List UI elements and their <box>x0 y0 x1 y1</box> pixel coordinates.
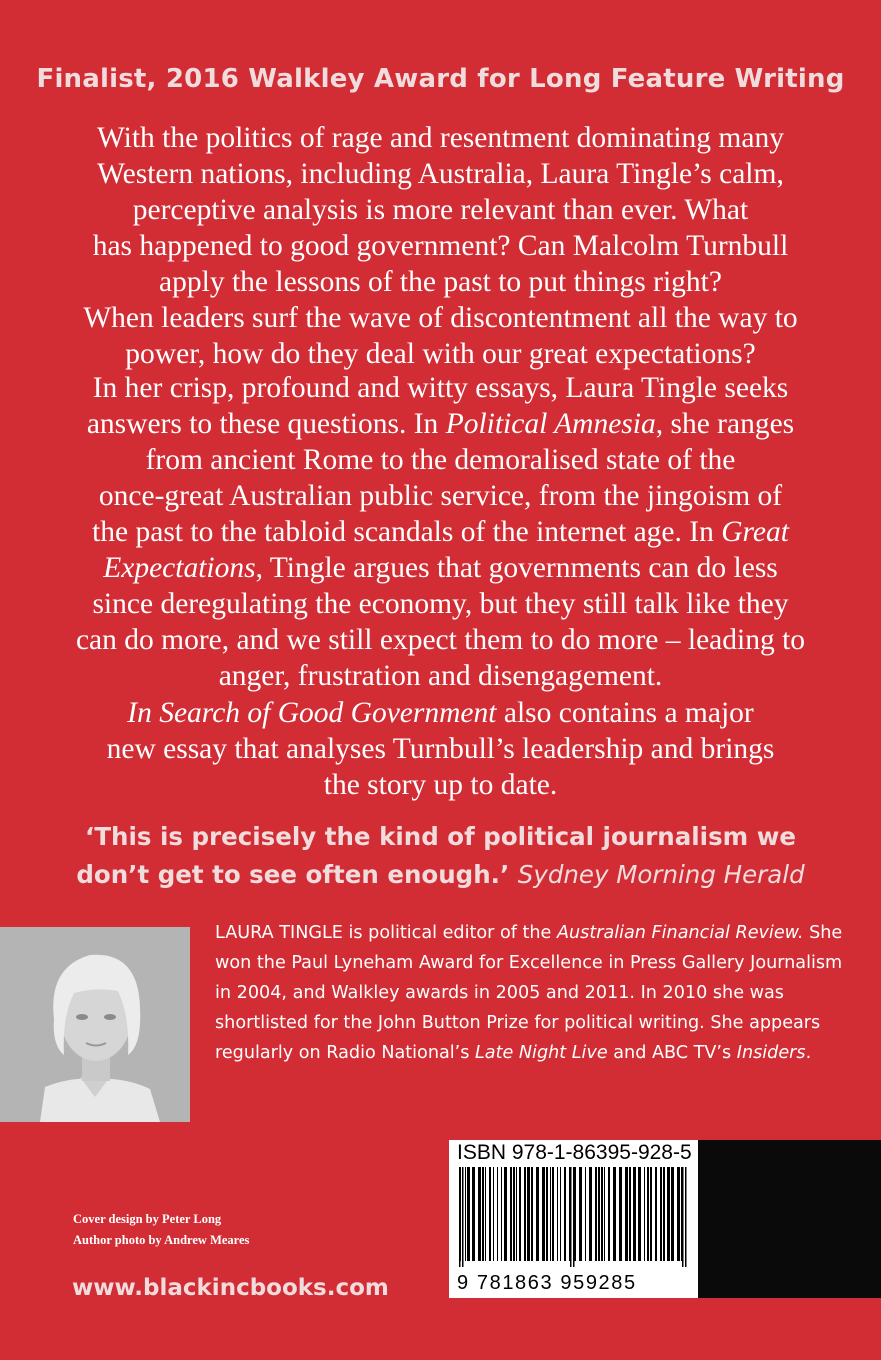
blurb-line <box>60 695 821 731</box>
blurb-paragraph-3 <box>60 695 821 803</box>
blurb-line: once-great Australian public service, from the jingoism of <box>98 480 783 512</box>
cover-credit: Cover design by Peter Long <box>73 1212 222 1226</box>
barcode-bar <box>619 1167 622 1261</box>
barcode-bar <box>585 1167 586 1261</box>
barcode-bar <box>613 1167 616 1261</box>
blurb-text: also contains a major <box>496 697 754 729</box>
credits <box>73 1209 249 1251</box>
quote-source: Sydney Morning Herald <box>517 860 805 889</box>
barcode-bar <box>667 1167 670 1261</box>
barcode-bar <box>589 1167 592 1261</box>
blurb-line: can do more, and we still expect them to do more – leading to <box>75 624 806 656</box>
barcode-bar <box>501 1167 502 1261</box>
barcode-bar <box>638 1167 641 1261</box>
barcode-bar <box>467 1167 470 1261</box>
bio-span: . <box>805 1043 812 1063</box>
barcode-bars <box>453 1167 691 1267</box>
barcode-bar <box>482 1167 484 1261</box>
barcode-bar <box>489 1167 491 1261</box>
quote-line: ‘This is precisely the kind of political journalism we <box>85 822 796 851</box>
barcode-bar <box>513 1167 515 1261</box>
barcode-bar <box>671 1167 674 1261</box>
blurb-line: anger, frustration and disengagement. <box>218 660 663 692</box>
barcode-bar <box>504 1167 507 1261</box>
barcode-bar <box>629 1167 631 1261</box>
bio-span: She won the Paul Lyneham Award for Excellence in Press Gallery Journalism in 2004, and Walkley awards in 2005 and 2011. In 2010 she was shortlisted for the John Button Prize for political writing. She appears regularly on Radio National’s <box>215 923 843 1063</box>
bio-text <box>215 918 855 1068</box>
blurb-line: since deregulating the economy, but they still talk like they <box>92 588 789 620</box>
blurb-line: power, how do they deal with our great expectations? <box>125 338 756 370</box>
barcode-digits: 9 781863 959285 <box>457 1272 637 1294</box>
barcode-guard-bar <box>573 1167 575 1267</box>
blurb-paragraph-1 <box>60 120 821 372</box>
blurb-text: , Tingle argues that governments can do less <box>255 552 778 584</box>
barcode-bar <box>557 1167 558 1261</box>
barcode-bar <box>601 1167 603 1261</box>
barcode-bar <box>510 1167 512 1261</box>
barcode-bar <box>655 1167 657 1261</box>
barcode-price-block <box>698 1140 881 1298</box>
book-title-great-expectations-1: Great <box>721 516 789 548</box>
barcode-bar <box>531 1167 533 1261</box>
barcode-bar <box>472 1167 475 1261</box>
barcode-bar <box>625 1167 628 1261</box>
blurb-line: apply the lessons of the past to put things right? <box>159 266 722 298</box>
quote-text: don’t get to see often enough.’ <box>76 860 510 889</box>
blurb-line: With the politics of rage and resentment dominating many <box>97 122 784 154</box>
barcode-bar <box>660 1167 662 1261</box>
show-name-insiders: Insiders <box>736 1043 806 1063</box>
barcode-bar <box>560 1167 561 1261</box>
barcode-bar <box>552 1167 554 1261</box>
blurb-line: perceptive analysis is more relevant than ever. What <box>132 194 749 226</box>
barcode-bar <box>677 1167 680 1261</box>
author-bio <box>215 918 855 1068</box>
blurb-line: When leaders surf the wave of discontentment all the way to <box>83 302 798 334</box>
barcode-bar <box>579 1167 582 1261</box>
barcode-bar <box>485 1167 486 1261</box>
blurb-text: answers to these questions. In <box>86 408 446 440</box>
barcode-bar <box>524 1167 526 1261</box>
publication-name: Australian Financial Review. <box>556 923 804 943</box>
barcode-bar <box>604 1167 605 1261</box>
barcode-bar <box>608 1167 610 1261</box>
barcode-bar <box>527 1167 530 1261</box>
blurb-text: , she ranges <box>655 408 795 440</box>
barcode-bar <box>564 1167 566 1261</box>
blurb-line <box>60 514 821 550</box>
blurb-line: has happened to good government? Can Malcolm Turnbull <box>92 230 789 262</box>
barcode-bar <box>497 1167 498 1261</box>
barcode-bar <box>598 1167 600 1261</box>
barcode-bar <box>542 1167 545 1261</box>
barcode-bar <box>644 1167 645 1261</box>
blurb-line <box>60 406 821 442</box>
barcode-guard-bar <box>682 1167 684 1267</box>
barcode-bar <box>550 1167 551 1261</box>
blurb-line: the story up to date. <box>323 769 558 801</box>
photo-credit: Author photo by Andrew Meares <box>73 1233 250 1247</box>
publisher-website[interactable]: www.blackincbooks.com <box>72 1275 389 1301</box>
barcode-bar <box>546 1167 548 1261</box>
barcode-bar <box>595 1167 597 1261</box>
isbn-label: ISBN 978-1-86395-928-5 <box>457 1141 692 1164</box>
author-name: LAURA TINGLE <box>215 923 343 943</box>
barcode-bar <box>465 1167 466 1261</box>
quote-line <box>40 856 841 894</box>
blurb-line: new essay that analyses Turnbull’s leadership and brings <box>106 733 775 765</box>
blurb-line <box>60 550 821 586</box>
blurb-line: Western nations, including Australia, Laura Tingle’s calm, <box>97 158 784 190</box>
barcode-guard-bar <box>570 1167 572 1267</box>
bio-span: and ABC TV’s <box>607 1043 737 1063</box>
award-line: Finalist, 2016 Walkley Award for Long Feature Writing <box>36 64 845 94</box>
barcode-bar <box>519 1167 521 1261</box>
barcode-guard-bar <box>685 1167 687 1267</box>
barcode-guard-bar <box>459 1167 461 1267</box>
barcode-bar <box>647 1167 649 1261</box>
barcode-bar <box>536 1167 539 1261</box>
book-title-great-expectations-2: Expectations <box>103 552 256 584</box>
barcode-bar <box>478 1167 481 1261</box>
author-photo <box>0 927 190 1122</box>
blurb-text: the past to the tabloid scandals of the internet age. In <box>92 516 722 548</box>
barcode-bar <box>663 1167 665 1261</box>
blurb-paragraph-2 <box>60 370 821 694</box>
barcode-guard-bar <box>462 1167 464 1267</box>
author-portrait-image <box>0 927 190 1122</box>
blurb-line: from ancient Rome to the demoralised state of the <box>145 444 736 476</box>
book-title-in-search: In Search of Good Government <box>127 697 497 729</box>
barcode-bar <box>516 1167 517 1261</box>
show-name-late-night-live: Late Night Live <box>475 1043 608 1063</box>
blurb-line: In her crisp, profound and witty essays, Laura Tingle seeks <box>92 372 789 404</box>
barcode-bar <box>493 1167 494 1261</box>
book-title-political-amnesia: Political Amnesia <box>445 408 656 440</box>
bio-span: is political editor of the <box>342 923 557 943</box>
barcode-bar <box>650 1167 652 1261</box>
press-quote <box>40 818 841 894</box>
barcode-bar <box>633 1167 636 1261</box>
